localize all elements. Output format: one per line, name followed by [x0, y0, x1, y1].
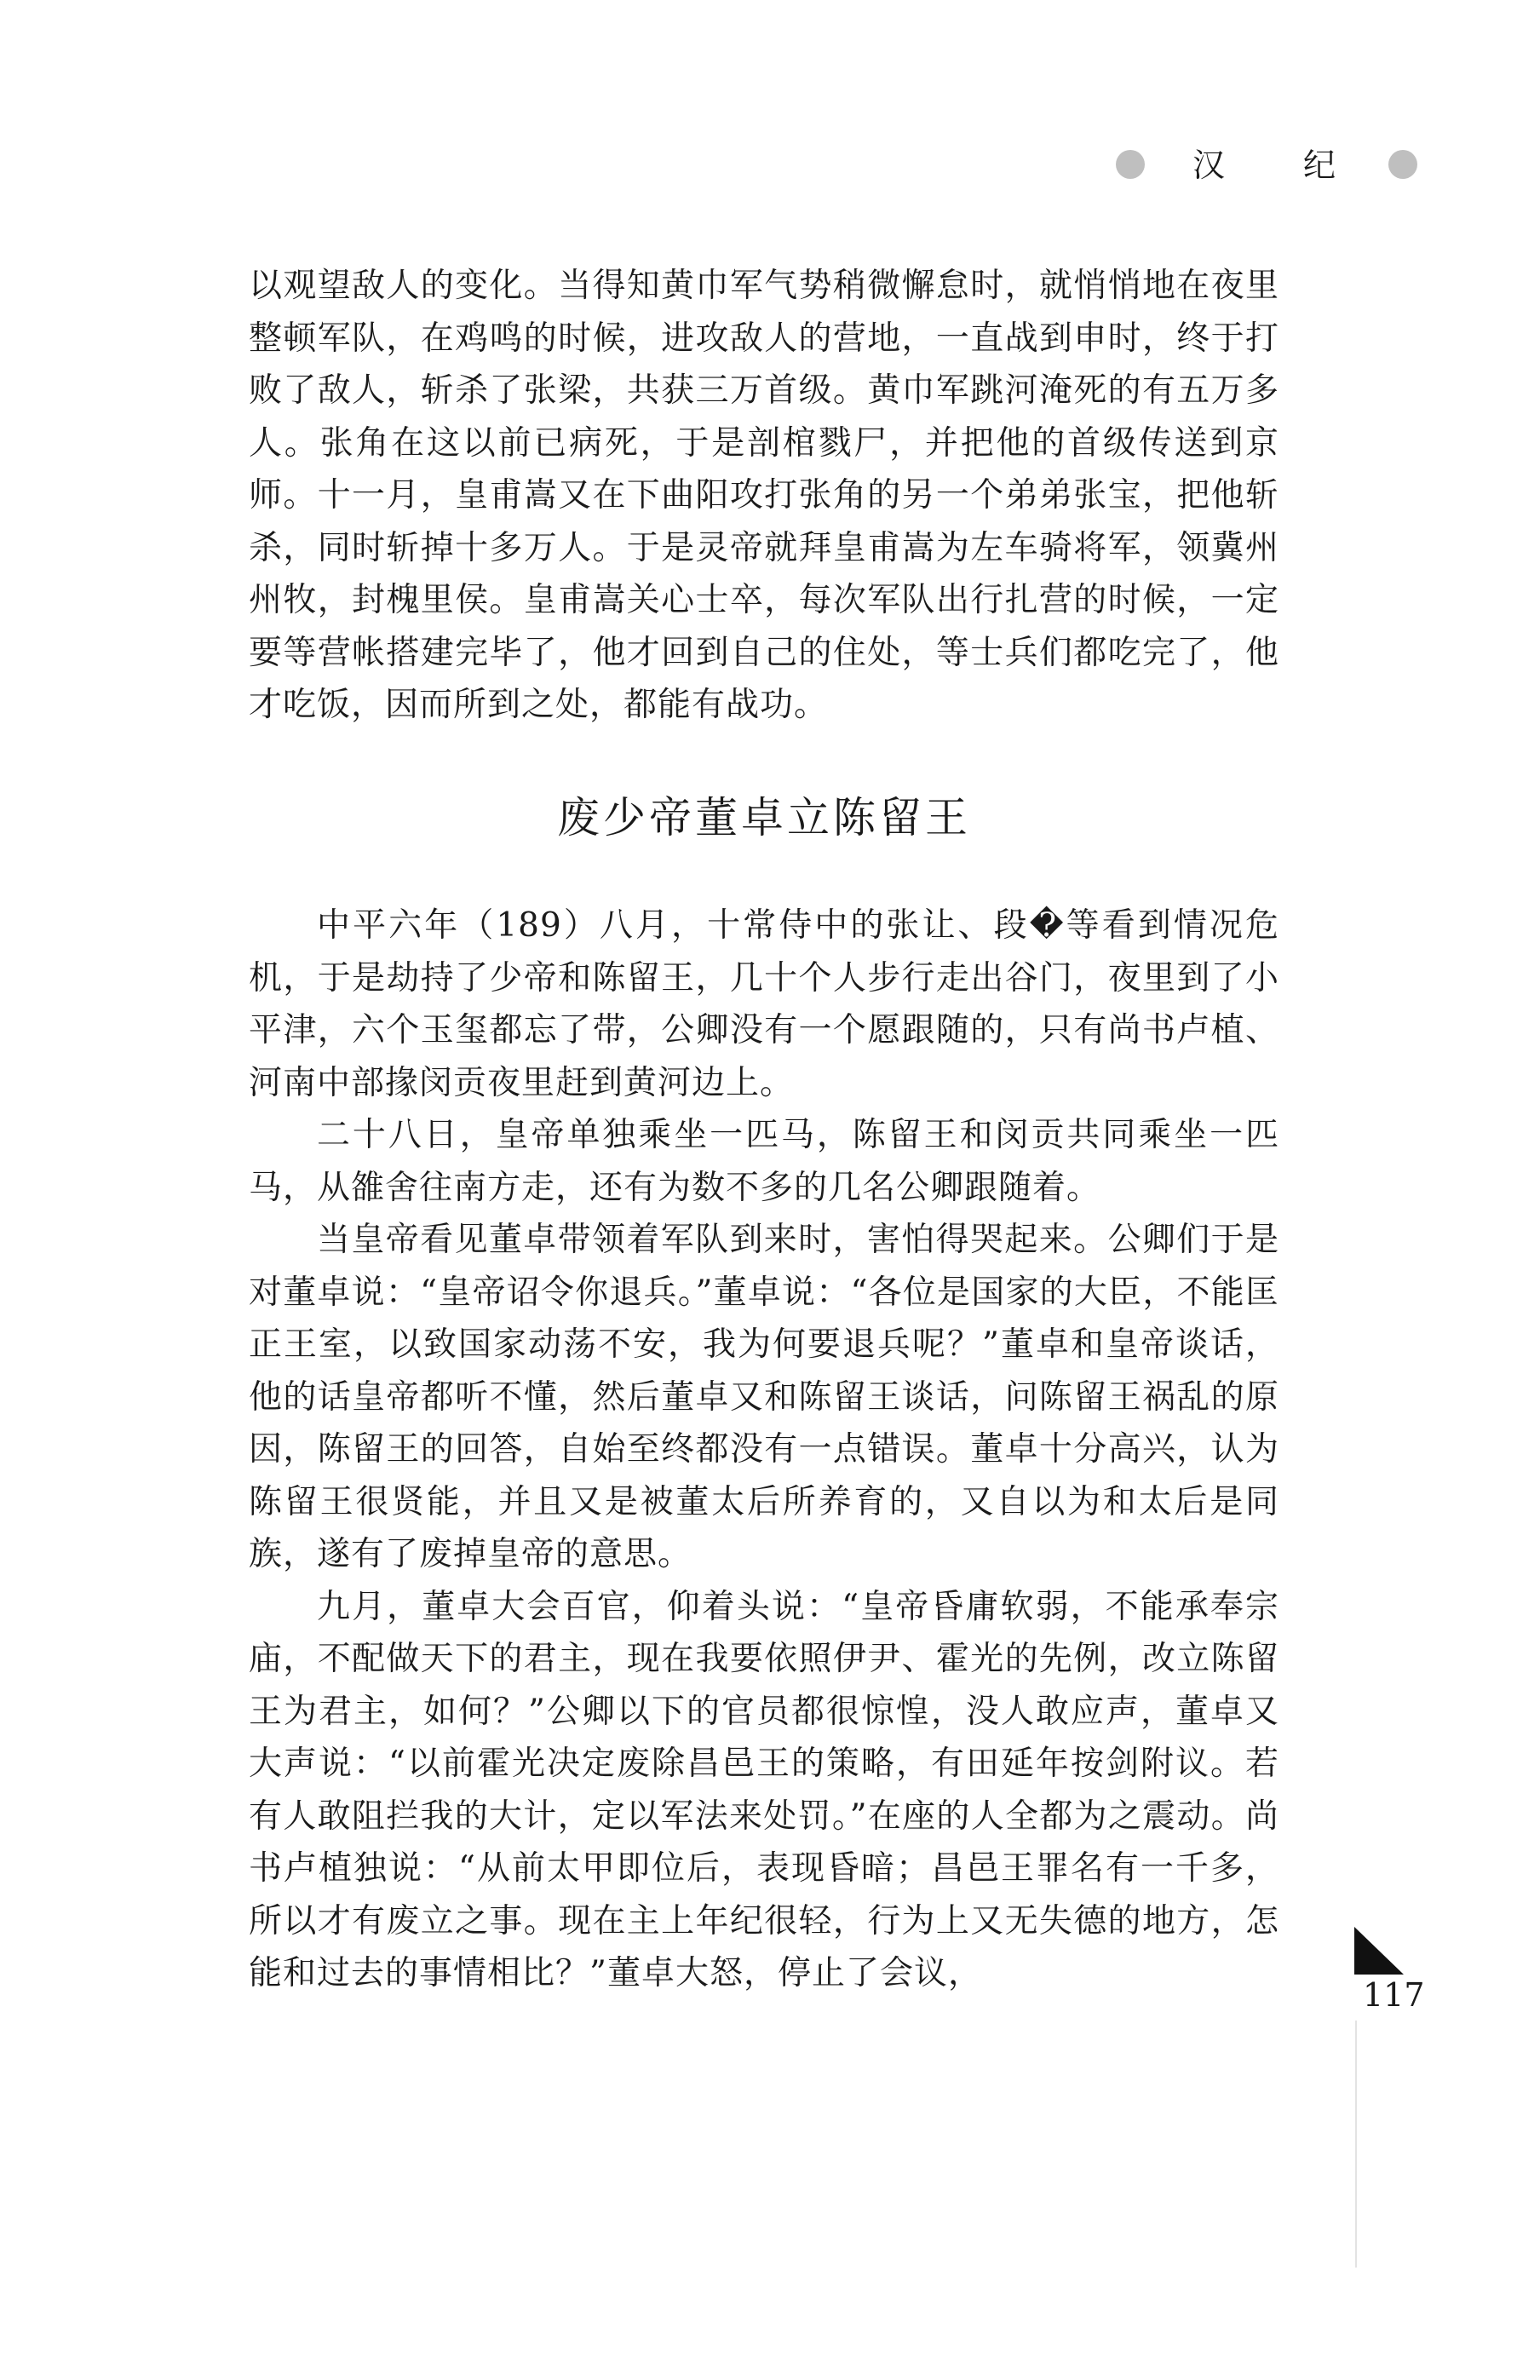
paragraph: 当皇帝看见董卓带领着军队到来时，害怕得哭起来。公卿们于是对董卓说：“皇帝诏令你退兵。”董卓说：“各位是国家的大臣，不能匡正王室，以致国家动荡不安，我为何要退兵呢？”董卓和皇帝谈话，他的话皇帝都听不懂，然后董卓又和陈留王谈话，问陈留王祸乱的原因，陈留王的回答，自始至终都没有一点错误。董卓十分高兴，认为陈留王很贤能，并且又是被董太后所养育的，又自以为和太后是同族，遂有了废掉皇帝的意思。 — [249, 1221, 1279, 1573]
margin-rule — [1355, 2021, 1357, 2268]
paragraph: 中平六年（189）八月，十常侍中的张让、段�等看到情况危机，于是劫持了少帝和陈留王，几十个人步行走出谷门，夜里到了小平津，六个玉玺都忘了带，公卿没有一个愿跟随的，只有尚书卢植、河南中部掾闵贡夜里赶到黄河边上。 — [249, 906, 1279, 1102]
paragraph: 二十八日，皇帝单独乘坐一匹马，陈留王和闵贡共同乘坐一匹马，从雒舍往南方走，还有为数不多的几名公卿跟随着。 — [249, 1116, 1279, 1207]
section-title: 废少帝董卓立陈留王 — [557, 793, 971, 842]
body-text-after-title — [249, 900, 1279, 2000]
paragraph: 九月，董卓大会百官，仰着头说：“皇帝昏庸软弱，不能承奉宗庙，不配做天下的君主，现在我要依照伊尹、霍光的先例，改立陈留王为君主，如何？”公卿以下的官员都很惊惶，没人敢应声，董卓又大声说：“以前霍光决定废除昌邑王的策略，有田延年按剑附议。若有人敢阻拦我的大计，定以军法来处罚。”在座的人全都为之震动。尚书卢植独说：“从前太甲即位后，表现昏暗；昌邑王罪名有一千多，所以才有废立之事。现在主上年纪很轻，行为上又无失德的地方，怎能和过去的事情相比？”董卓大怒，停止了会议， — [249, 1587, 1279, 1992]
paragraph: 以观望敌人的变化。当得知黄巾军气势稍微懈怠时，就悄悄地在夜里整顿军队，在鸡鸣的时候，进攻敌人的营地，一直战到申时，终于打败了敌人，斩杀了张梁，共获三万首级。黄巾军跳河淹死的有五万多人。张角在这以前已病死，于是剖棺戮尸，并把他的首级传送到京师。十一月，皇甫嵩又在下曲阳攻打张角的另一个弟弟张宝，把他斩杀，同时斩掉十多万人。于是灵帝就拜皇甫嵩为左车骑将军，领冀州州牧，封槐里侯。皇甫嵩关心士卒，每次军队出行扎营的时候，一定要等营帐搭建完毕了，他才回到自己的住处，等士兵们都吃完了，他才吃饭，因而所到之处，都能有战功。 — [249, 267, 1279, 724]
header-right-dot-icon — [1388, 150, 1417, 179]
running-header — [1107, 143, 1431, 194]
page-corner-triangle-icon — [1354, 1927, 1404, 1975]
page-number: 117 — [1363, 1976, 1425, 2014]
body-text-before-title — [249, 260, 1279, 732]
header-left-dot-icon — [1116, 150, 1145, 179]
running-header-char-1: 汉 — [1192, 147, 1226, 184]
running-header-char-2: 纪 — [1303, 147, 1336, 184]
